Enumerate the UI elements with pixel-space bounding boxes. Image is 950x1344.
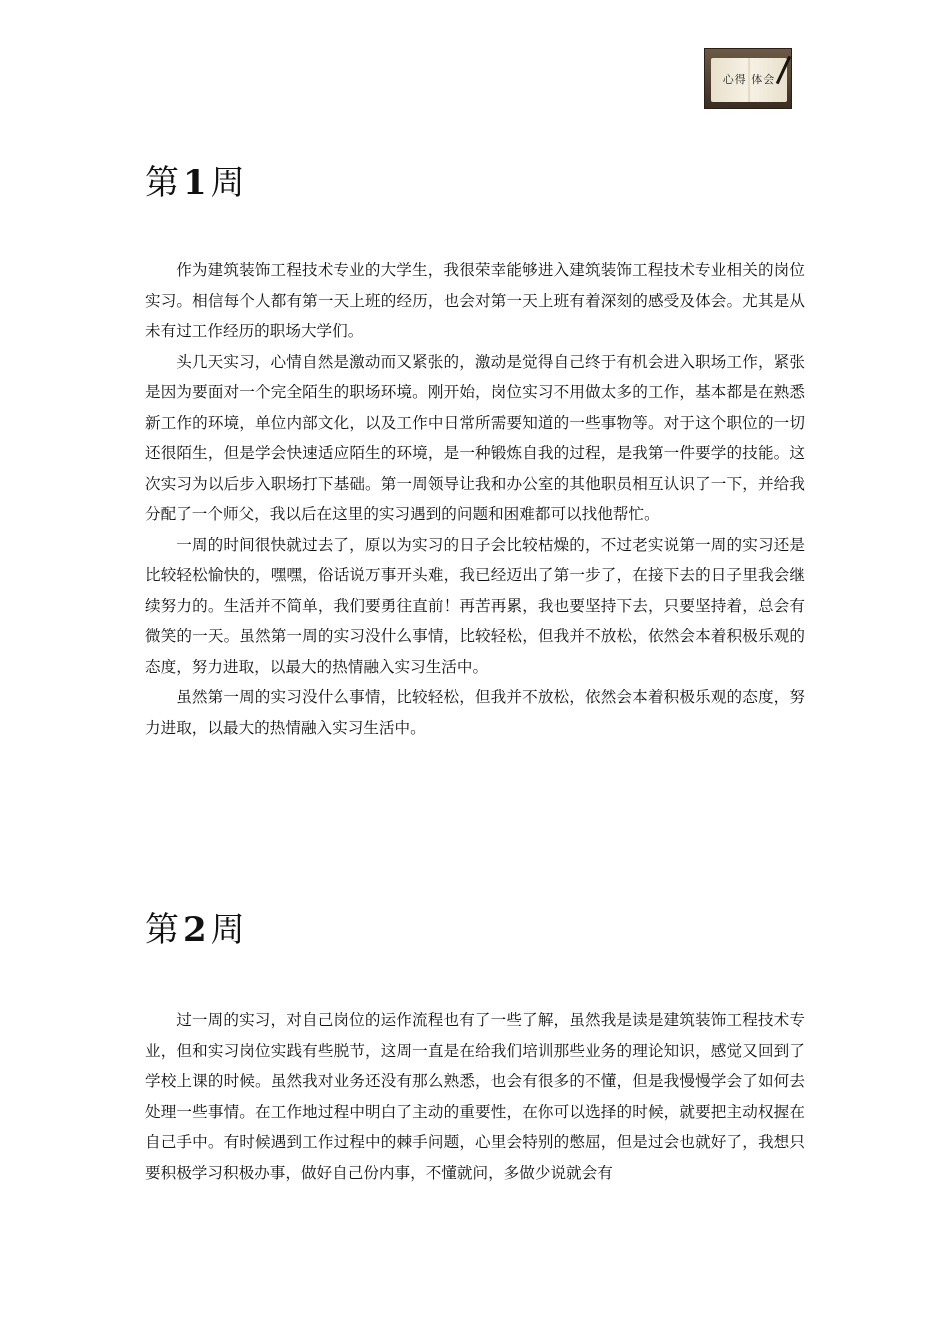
paragraph: 头几天实习，心情自然是激动而又紧张的，激动是觉得自己终于有机会进入职场工作，紧张是因为要面对一个完全陌生的职场环境。刚开始，岗位实习不用做太多的工作，基本都是在熟悉新工作的环境，单位内部文化，以及工作中日常所需要知道的一些事物等。对于这个职位的一切还很陌生，但是学会快速适应陌生的环境，是一种锻炼自我的过程，是我第一件要学的技能。这次实习为以后步入职场打下基础。第一周领导让我和办公室的其他职员相互认识了一下，并给我分配了一个师父，我以后在这里的实习遇到的问题和困难都可以找他帮忙。 [145,352,805,523]
paragraph: 一周的时间很快就过去了，原以为实习的日子会比较枯燥的，不过老实说第一周的实习还是比较轻松愉快的，嘿嘿，俗话说万事开头难，我已经迈出了第一步了，在接下去的日子里我会继续努力的。生活并不简单，我们要勇往直前！再苦再累，我也要坚持下去，只要坚持着，总会有微笑的一天。虽然第一周的实习没什么事情，比较轻松，但我并不放松，依然会本着积极乐观的态度，努力进取，以最大的热情融入实习生活中。 [145,535,805,676]
section-heading-week-2 [145,910,245,950]
logo-handwriting: 心得 体会 [722,73,776,86]
section-body-week-2 [145,1005,805,1188]
paragraph: 作为建筑装饰工程技术专业的大学生，我很荣幸能够进入建筑装饰工程技术专业相关的岗位实习。相信每个人都有第一天上班的经历，也会对第一天上班有着深刻的感受及体会。尤其是从未有过工作经历的职场大学们。 [145,261,805,340]
heading-number: 2 [183,910,207,950]
section-heading-week-1 [145,163,245,203]
heading-suffix: 周 [210,163,245,203]
heading-suffix: 周 [210,910,245,950]
diary-logo-image [704,48,792,109]
heading-prefix: 第 [145,910,179,950]
heading-prefix: 第 [145,163,179,203]
heading-number: 1 [183,163,207,203]
section-body-week-1 [145,255,805,743]
paragraph: 过一周的实习，对自己岗位的运作流程也有了一些了解，虽然我是读是建筑装饰工程技术专业，但和实习岗位实践有些脱节，这周一直是在给我们培训那些业务的理论知识，感觉又回到了学校上课的时候。虽然我对业务还没有那么熟悉，也会有很多的不懂，但是我慢慢学会了如何去处理一些事情。在工作地过程中明白了主动的重要性，在你可以选择的时候，就要把主动权握在自己手中。有时候遇到工作过程中的棘手问题，心里会特别的憋屈，但是过会也就好了，我想只要积极学习积极办事，做好自己份内事，不懂就问，多做少说就会有 [145,1011,805,1182]
paragraph: 虽然第一周的实习没什么事情，比较轻松，但我并不放松，依然会本着积极乐观的态度，努力进取，以最大的热情融入实习生活中。 [145,688,805,737]
